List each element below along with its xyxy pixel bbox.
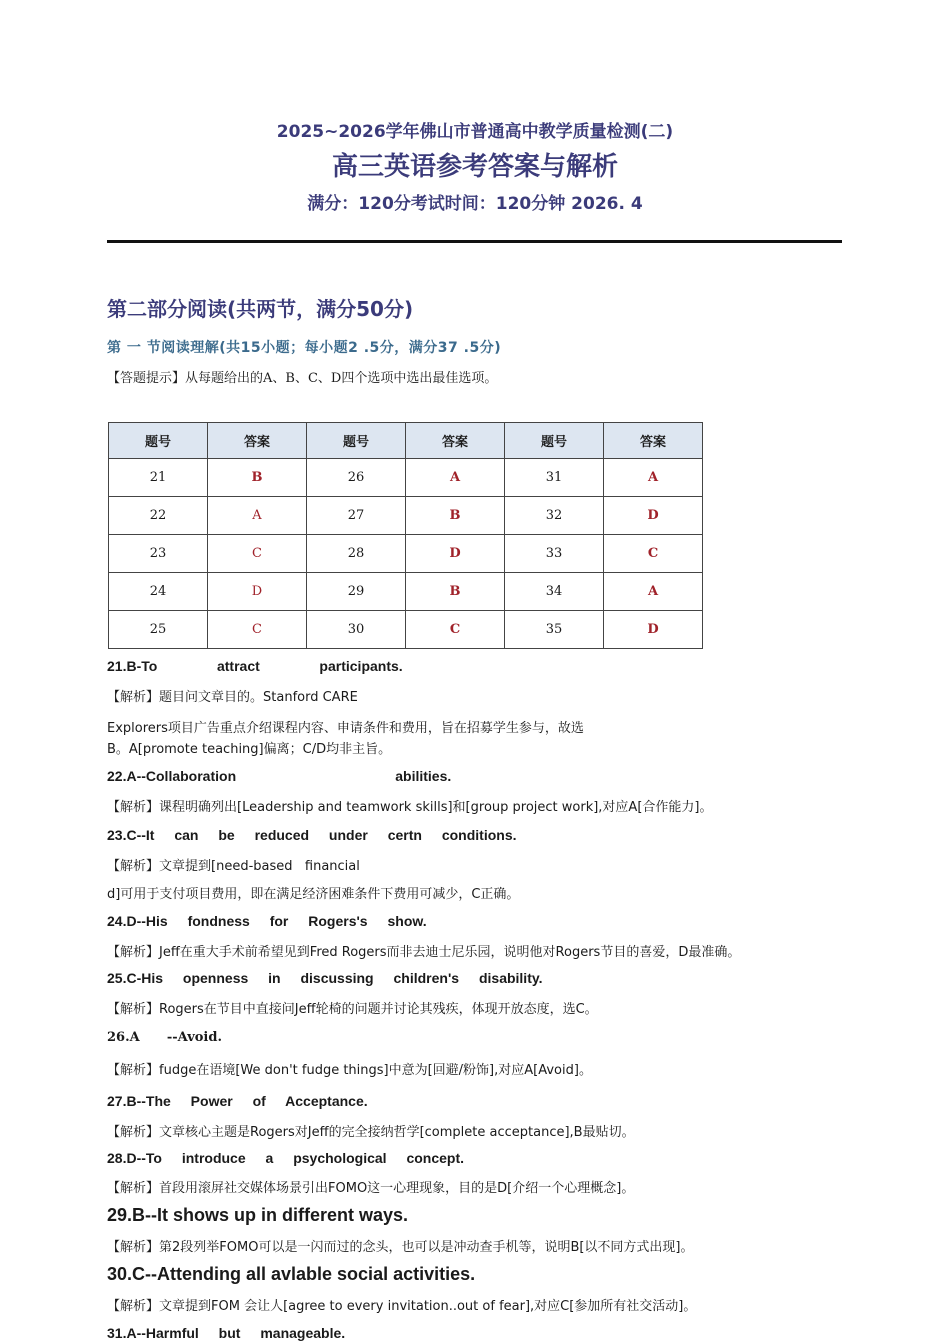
explanation-text: 题目问文章目的。Stanford CARE (159, 690, 358, 705)
header-divider (107, 240, 842, 243)
explanation-tag: 【解析】 (107, 1125, 160, 1140)
question-number: 23 (109, 535, 208, 573)
answer-table (108, 422, 703, 649)
header-cell: 题号 (505, 423, 604, 459)
explanation-text: 文章提到FOM 会让人[agree to every invitation..out of fear],对应C[参加所有社交活动]。 (159, 1299, 697, 1314)
header-cell: 题号 (109, 423, 208, 459)
explanation-tag: 【解析】 (107, 1240, 160, 1255)
explanation-text: 文章提到[need-based financial (159, 859, 360, 874)
answer-table-header (109, 423, 703, 459)
answer-letter: D (406, 535, 505, 573)
explanation-text: Rogers在节目中直接问Jeff轮椅的问题并讨论其残疾，体现开放态度，选C。 (159, 1002, 598, 1017)
question-number: 26 (307, 459, 406, 497)
explanation-tag: 【解析】 (107, 800, 160, 815)
answer-letter: A (406, 459, 505, 497)
explanation (107, 1059, 592, 1078)
answer-heading: 29.B--It shows up in different ways. (107, 1205, 409, 1225)
question-number: 32 (505, 497, 604, 535)
explanation (107, 998, 598, 1017)
answer-letter: D (604, 611, 703, 649)
table-row (109, 459, 703, 497)
explanation (107, 1177, 634, 1196)
answer-letter: A (604, 573, 703, 611)
question-number: 31 (505, 459, 604, 497)
header-cell: 答案 (604, 423, 703, 459)
answer-hint (107, 367, 497, 386)
explanation-text: 文章核心主题是Rogers对Jeff的完全接纳哲学[complete acceptance],B最贴切。 (159, 1125, 635, 1140)
section-title: 第二部分阅读(共两节，满分50分) (107, 297, 414, 321)
answer-letter: C (406, 611, 505, 649)
explanation-tag: 【解析】 (107, 1299, 160, 1314)
exam-info: 满分：120分考试时间：120分钟 2026. 4 (307, 194, 643, 214)
answer-letter: C (604, 535, 703, 573)
explanation (107, 1236, 694, 1255)
header-cell: 答案 (406, 423, 505, 459)
explanation-text: fudge在语境[We don't fudge things]中意为[回避/粉饰],对应A[Avoid]。 (159, 1063, 592, 1078)
explanation-continued: d]可用于支付项目费用，即在满足经济困难条件下费用可减少，C正确。 (107, 887, 520, 902)
question-number: 21 (109, 459, 208, 497)
exam-title: 2025~2026学年佛山市普通高中教学质量检测(二) (276, 122, 674, 142)
explanation-tag: 【解析】 (107, 1002, 160, 1017)
answer-letter: C (208, 611, 307, 649)
explanation-text: 第2段列举FOMO可以是一闪而过的念头，也可以是冲动查手机等，说明B[以不同方式出现]。 (159, 1240, 694, 1255)
answer-heading: 27.B--The Power of Acceptance. (107, 1093, 368, 1109)
question-number: 30 (307, 611, 406, 649)
question-number: 34 (505, 573, 604, 611)
document-title: 高三英语参考答案与解析 (331, 152, 618, 182)
explanation-tag: 【解析】 (107, 1063, 160, 1078)
explanation-text: 课程明确列出[Leadership and teamwork skills]和[group project work],对应A[合作能力]。 (159, 800, 713, 815)
explanation-text: 首段用滚屏社交媒体场景引出FOMO这一心理现象，目的是D[介绍一个心理概念]。 (159, 1181, 635, 1196)
answer-heading: 31.A--Harmful but manageable. (107, 1325, 346, 1341)
header-cell: 答案 (208, 423, 307, 459)
answer-letter: A (604, 459, 703, 497)
hint-text: 从每题给出的A、B、C、D四个选项中选出最佳选项。 (185, 371, 498, 386)
answer-heading: 24.D--His fondness for Rogers's show. (107, 913, 427, 929)
answer-heading: 26.A --Avoid. (107, 1030, 222, 1045)
explanation (107, 686, 358, 705)
question-number: 29 (307, 573, 406, 611)
explanation (107, 1121, 635, 1140)
table-row (109, 573, 703, 611)
question-number: 28 (307, 535, 406, 573)
table-row (109, 497, 703, 535)
answer-heading: 23.C--It can be reduced under certn conditions. (107, 827, 517, 843)
answer-letter: D (604, 497, 703, 535)
subsection-title: 第 一 节阅读理解(共15小题；每小题2 .5分，满分37 .5分) (107, 340, 502, 356)
answer-letter: D (208, 573, 307, 611)
answer-heading: 25.C-His openness in discussing children's disability. (107, 970, 543, 986)
answer-letter: B (208, 459, 307, 497)
question-number: 33 (505, 535, 604, 573)
question-number: 24 (109, 573, 208, 611)
answer-heading: 28.D--To introduce a psychological concept. (107, 1150, 465, 1166)
explanation (107, 796, 712, 815)
answer-heading: 30.C--Attending all avlable social activities. (107, 1264, 476, 1284)
table-row (109, 535, 703, 573)
explanation (107, 855, 360, 874)
table-row (109, 611, 703, 649)
explanation-tag: 【解析】 (107, 945, 160, 960)
answer-heading: 21.B-To attract participants. (107, 658, 403, 674)
question-number: 35 (505, 611, 604, 649)
answer-letter: A (208, 497, 307, 535)
question-number: 27 (307, 497, 406, 535)
explanation (107, 1295, 696, 1314)
answer-letter: B (406, 497, 505, 535)
explanation-continued: Explorers项目广告重点介绍课程内容、申请条件和费用，旨在招募学生参与，故选 (107, 721, 584, 736)
answer-letter: B (406, 573, 505, 611)
question-number: 22 (109, 497, 208, 535)
explanation-tag: 【解析】 (107, 1181, 160, 1196)
explanation-continued: B。A[promote teaching]偏离；C/D均非主旨。 (107, 742, 392, 757)
explanation-tag: 【解析】 (107, 690, 160, 705)
header-cell: 题号 (307, 423, 406, 459)
answer-heading: 22.A--Collaboration abilities. (107, 768, 452, 784)
explanation-tag: 【解析】 (107, 859, 160, 874)
hint-tag: 【答题提示】 (107, 371, 186, 386)
question-number: 25 (109, 611, 208, 649)
explanation-text: Jeff在重大手术前希望见到Fred Rogers而非去迪士尼乐园，说明他对Rogers节目的喜爱，D最准确。 (159, 945, 741, 960)
explanation (107, 941, 740, 960)
answer-letter: C (208, 535, 307, 573)
